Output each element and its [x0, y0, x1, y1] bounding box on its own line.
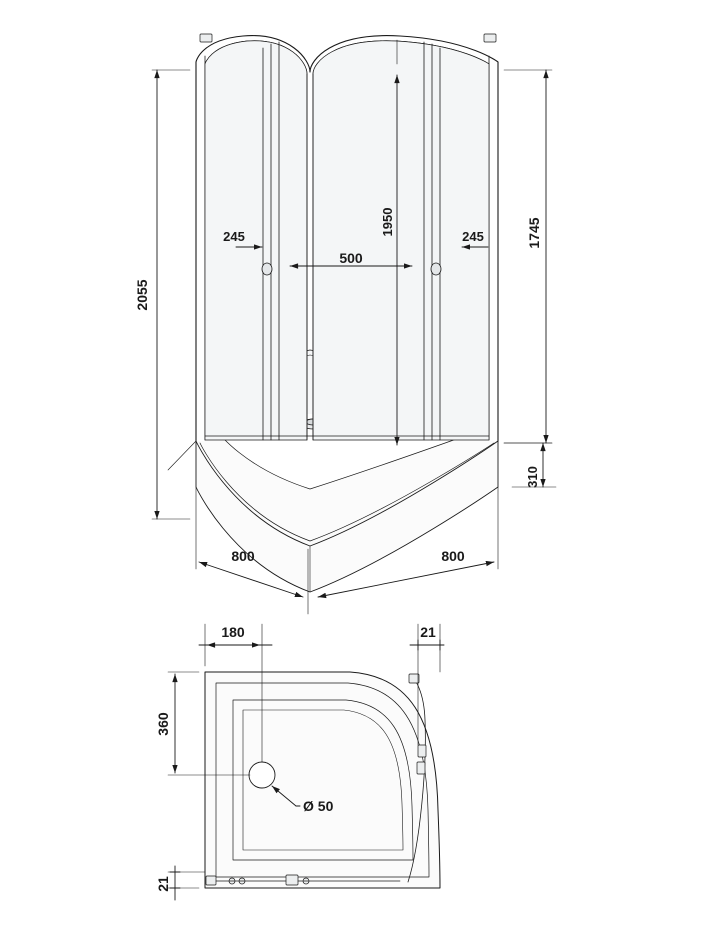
dim-profile-thickness-top-label: 21 — [420, 624, 436, 640]
dim-waste-offset-y-label: 360 — [155, 712, 171, 736]
dim-glass-height-label: 1950 — [380, 207, 395, 237]
dim-frame-height-label: 1745 — [526, 217, 542, 249]
dim-right-panel-label: 245 — [462, 229, 484, 244]
dim-profile-thickness-bottom-label: 21 — [155, 876, 171, 892]
dim-waste-diameter-label: Ø 50 — [303, 798, 334, 814]
dim-overall-height-label: 2055 — [134, 279, 150, 311]
enclosure-3d-view — [152, 34, 556, 614]
dim-right-base-label: 800 — [441, 548, 465, 564]
dim-door-opening-label: 500 — [339, 250, 363, 266]
dim-left-panel-label: 245 — [223, 229, 245, 244]
plan-view — [168, 624, 444, 900]
dim-left-base-label: 800 — [231, 548, 255, 564]
dim-waste-offset-x-label: 180 — [221, 624, 245, 640]
dim-tray-height-label: 310 — [525, 466, 540, 488]
